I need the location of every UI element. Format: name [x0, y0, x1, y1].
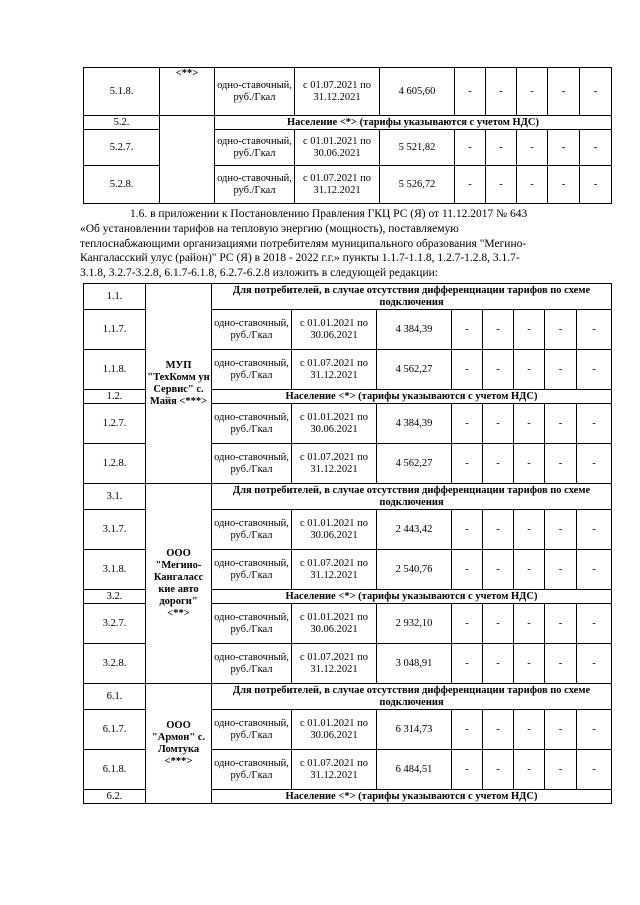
dash-cell: - — [452, 750, 483, 790]
tariff-value: 5 521,82 — [380, 130, 455, 166]
row-code: 1.2.7. — [84, 404, 146, 444]
tariff-unit: одно-ставочный, руб./Гкал — [215, 68, 295, 116]
dash-cell: - — [483, 444, 514, 484]
dash-cell: - — [514, 750, 545, 790]
tariff-period: с 01.07.2021 по 31.12.2021 — [295, 68, 380, 116]
dash-cell: - — [452, 350, 483, 390]
dash-cell: - — [545, 444, 577, 484]
dash-cell: - — [455, 130, 486, 166]
row-code: 6.1.7. — [84, 710, 146, 750]
tariff-table-main — [83, 283, 612, 804]
dash-cell: - — [545, 604, 577, 644]
dash-cell: - — [577, 510, 612, 550]
row-code: 1.1.7. — [84, 310, 146, 350]
dash-cell: - — [452, 310, 483, 350]
dash-cell: - — [483, 750, 514, 790]
dash-cell: - — [514, 444, 545, 484]
tariff-unit: одно-ставочный, руб./Гкал — [212, 310, 292, 350]
tariff-unit: одно-ставочный, руб./Гкал — [212, 644, 292, 684]
table-row — [84, 284, 612, 310]
dash-cell: - — [548, 166, 580, 204]
dash-cell: - — [483, 710, 514, 750]
dash-cell: - — [577, 710, 612, 750]
tariff-unit: одно-ставочный, руб./Гкал — [215, 130, 295, 166]
dash-cell: - — [545, 510, 577, 550]
tariff-value: 4 562,27 — [377, 350, 452, 390]
paragraph-line: теплоснабжающими организациями потребителям муниципального образования "Мегино- — [80, 237, 527, 250]
paragraph-line: 1.6. в приложении к Постановлению Правления ГКЦ РС (Я) от 11.12.2017 № 643 — [130, 208, 528, 220]
row-code: 5.2.8. — [84, 166, 160, 204]
section-header: Население <*> (тарифы указываются с учетом НДС) — [212, 790, 612, 804]
dash-cell: - — [545, 644, 577, 684]
dash-cell: - — [548, 68, 580, 116]
dash-cell: - — [545, 310, 577, 350]
tariff-unit: одно-ставочный, руб./Гкал — [212, 604, 292, 644]
tariff-period: с 01.07.2021 по 31.12.2021 — [292, 550, 377, 590]
dash-cell: - — [452, 444, 483, 484]
dash-cell: - — [577, 350, 612, 390]
tariff-value: 2 932,10 — [377, 604, 452, 644]
section-header: Население <*> (тарифы указываются с учетом НДС) — [212, 590, 612, 604]
tariff-value: 5 526,72 — [380, 166, 455, 204]
tariff-unit: одно-ставочный, руб./Гкал — [215, 166, 295, 204]
row-code: 3.1.7. — [84, 510, 146, 550]
dash-cell: - — [517, 68, 548, 116]
section-header: Для потребителей, в случае отсутствия дифференциации тарифов по схеме подключения — [212, 484, 612, 510]
dash-cell: - — [577, 550, 612, 590]
dash-cell: - — [580, 68, 612, 116]
tariff-period: с 01.01.2021 по 30.06.2021 — [292, 510, 377, 550]
row-code: 3.2.8. — [84, 644, 146, 684]
dash-cell: - — [483, 310, 514, 350]
row-code: 1.2.8. — [84, 444, 146, 484]
dash-cell: - — [577, 310, 612, 350]
tariff-value: 4 562,27 — [377, 444, 452, 484]
dash-cell: - — [580, 166, 612, 204]
tariff-unit: одно-ставочный, руб./Гкал — [212, 510, 292, 550]
tariff-value: 6 314,73 — [377, 710, 452, 750]
tariff-value: 3 048,91 — [377, 644, 452, 684]
row-code: 1.1.8. — [84, 350, 146, 390]
tariff-period: с 01.07.2021 по 31.12.2021 — [292, 750, 377, 790]
tariff-value: 4 384,39 — [377, 310, 452, 350]
tariff-value: 4 605,60 — [380, 68, 455, 116]
tariff-period: с 01.01.2021 по 30.06.2021 — [292, 404, 377, 444]
organization-cell: ООО "Армон" с. Ломтука <***> — [146, 684, 212, 804]
dash-cell: - — [452, 644, 483, 684]
dash-cell: - — [577, 404, 612, 444]
tariff-unit: одно-ставочный, руб./Гкал — [212, 710, 292, 750]
dash-cell: - — [452, 604, 483, 644]
dash-cell: - — [483, 550, 514, 590]
dash-cell: - — [517, 130, 548, 166]
tariff-value: 4 384,39 — [377, 404, 452, 444]
dash-cell: - — [483, 644, 514, 684]
dash-cell: - — [452, 710, 483, 750]
dash-cell: - — [545, 350, 577, 390]
row-code: 6.2. — [84, 790, 146, 804]
organization-cell: МУП "ТехКомм ун Сервис" с. Майя <***> — [146, 284, 212, 484]
dash-cell: - — [514, 404, 545, 444]
dash-cell: - — [580, 130, 612, 166]
dash-cell: - — [545, 710, 577, 750]
dash-cell: - — [514, 550, 545, 590]
tariff-period: с 01.01.2021 по 30.06.2021 — [292, 604, 377, 644]
tariff-value: 6 484,51 — [377, 750, 452, 790]
section-header: Население <*> (тарифы указываются с учетом НДС) — [212, 390, 612, 404]
dash-cell: - — [452, 404, 483, 444]
organization-cell: <**> — [160, 68, 215, 116]
row-code: 5.2. — [84, 116, 160, 130]
organization-cell: ООО "Мегино-Кангаласс кие авто дороги" <**> — [146, 484, 212, 684]
row-code: 5.2.7. — [84, 130, 160, 166]
amendment-paragraph — [80, 207, 601, 281]
row-code: 5.1.8. — [84, 68, 160, 116]
row-code: 6.1. — [84, 684, 146, 710]
dash-cell: - — [517, 166, 548, 204]
row-code: 1.1. — [84, 284, 146, 310]
tariff-unit: одно-ставочный, руб./Гкал — [212, 550, 292, 590]
dash-cell: - — [545, 550, 577, 590]
row-code: 6.1.8. — [84, 750, 146, 790]
dash-cell: - — [486, 130, 517, 166]
dash-cell: - — [577, 644, 612, 684]
dash-cell: - — [483, 350, 514, 390]
dash-cell: - — [452, 550, 483, 590]
dash-cell: - — [514, 604, 545, 644]
tariff-period: с 01.07.2021 по 31.12.2021 — [295, 166, 380, 204]
dash-cell: - — [514, 710, 545, 750]
table-row — [84, 684, 612, 710]
dash-cell: - — [452, 510, 483, 550]
tariff-unit: одно-ставочный, руб./Гкал — [212, 444, 292, 484]
paragraph-line: 3.1.8, 3.2.7-3.2.8, 6.1.7-6.1.8, 6.2.7-6.2.8 изложить в следующей редакции: — [80, 267, 438, 280]
tariff-period: с 01.01.2021 по 30.06.2021 — [295, 130, 380, 166]
dash-cell: - — [545, 404, 577, 444]
dash-cell: - — [577, 604, 612, 644]
dash-cell: - — [455, 68, 486, 116]
dash-cell: - — [514, 350, 545, 390]
dash-cell: - — [514, 644, 545, 684]
tariff-period: с 01.07.2021 по 31.12.2021 — [292, 350, 377, 390]
tariff-period: с 01.07.2021 по 31.12.2021 — [292, 444, 377, 484]
tariff-period: с 01.01.2021 по 30.06.2021 — [292, 310, 377, 350]
tariff-unit: одно-ставочный, руб./Гкал — [212, 350, 292, 390]
row-code: 3.1.8. — [84, 550, 146, 590]
table-row — [84, 484, 612, 510]
section-header: Для потребителей, в случае отсутствия дифференциации тарифов по схеме подключения — [212, 684, 612, 710]
dash-cell: - — [486, 166, 517, 204]
organization-cell — [160, 116, 215, 204]
tariff-value: 2 443,42 — [377, 510, 452, 550]
table-row — [84, 68, 612, 116]
dash-cell: - — [486, 68, 517, 116]
dash-cell: - — [483, 404, 514, 444]
dash-cell: - — [483, 510, 514, 550]
tariff-unit: одно-ставочный, руб./Гкал — [212, 750, 292, 790]
dash-cell: - — [548, 130, 580, 166]
row-code: 3.1. — [84, 484, 146, 510]
tariff-table-top — [83, 67, 612, 204]
tariff-period: с 01.07.2021 по 31.12.2021 — [292, 644, 377, 684]
dash-cell: - — [455, 166, 486, 204]
section-header: Для потребителей, в случае отсутствия дифференциации тарифов по схеме подключения — [212, 284, 612, 310]
paragraph-line: «Об установлении тарифов на тепловую энергию (мощность), поставляемую — [80, 222, 459, 235]
dash-cell: - — [577, 750, 612, 790]
dash-cell: - — [514, 310, 545, 350]
dash-cell: - — [545, 750, 577, 790]
row-code: 3.2.7. — [84, 604, 146, 644]
tariff-period: с 01.01.2021 по 30.06.2021 — [292, 710, 377, 750]
section-header: Население <*> (тарифы указываются с учетом НДС) — [215, 116, 612, 130]
row-code: 3.2. — [84, 590, 146, 604]
table-row — [84, 116, 612, 130]
tariff-value: 2 540,76 — [377, 550, 452, 590]
tariff-unit: одно-ставочный, руб./Гкал — [212, 404, 292, 444]
paragraph-line: Кангаласский улус (район)" РС (Я) в 2018 - 2022 г.г.» пункты 1.1.7-1.1.8, 1.2.7-1.2.8, 3.1.7- — [80, 252, 520, 265]
dash-cell: - — [514, 510, 545, 550]
dash-cell: - — [577, 444, 612, 484]
row-code: 1.2. — [84, 390, 146, 404]
dash-cell: - — [483, 604, 514, 644]
